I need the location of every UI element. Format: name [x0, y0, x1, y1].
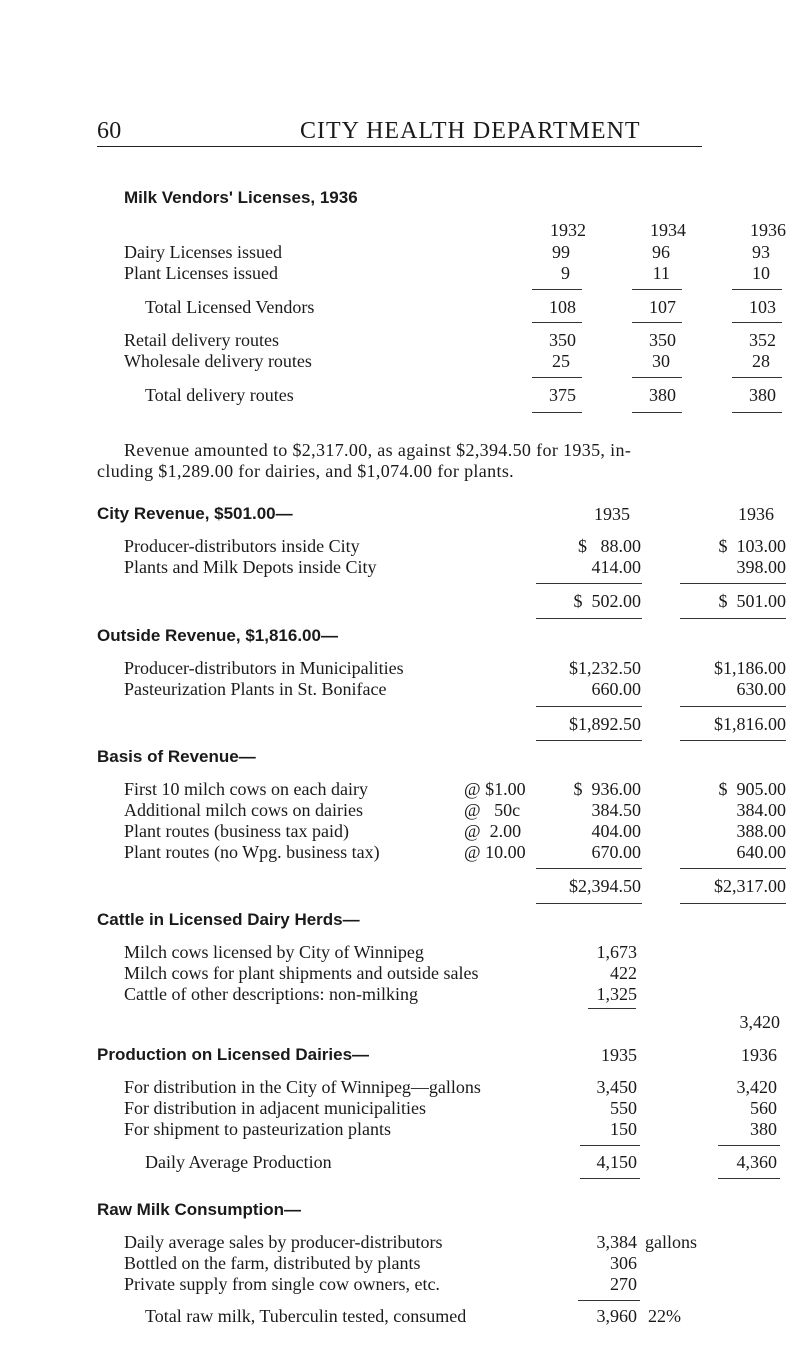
licenses-row-value: 350: [649, 330, 676, 350]
licenses-row-value: 9: [561, 263, 570, 283]
raw-milk-row-label: Bottled on the farm, distributed by plants: [124, 1253, 421, 1273]
licenses-total-value: 380: [749, 385, 776, 405]
licenses-row-value: 30: [652, 351, 670, 371]
raw-milk-row-value: 306: [610, 1253, 637, 1273]
sum-rule: [680, 583, 786, 584]
outside-revenue-total: $1,816.00: [714, 714, 786, 734]
basis-total: $2,317.00: [714, 876, 786, 896]
sum-rule: [580, 1145, 640, 1146]
sum-rule: [532, 377, 582, 378]
basis-row-value: 388.00: [736, 821, 786, 841]
basis-row-value: 384.50: [591, 800, 641, 820]
city-revenue-row-value: $ 103.00: [718, 536, 786, 556]
outside-revenue-title: Outside Revenue, $1,816.00—: [97, 626, 338, 645]
cattle-total: 3,420: [739, 1012, 780, 1032]
outside-revenue-total: $1,892.50: [569, 714, 641, 734]
licenses-row-label: Wholesale delivery routes: [124, 351, 312, 371]
licenses-total-value: 375: [549, 385, 576, 405]
sum-rule: [680, 868, 786, 869]
cattle-row-value: 422: [610, 963, 637, 983]
production-row-value: 560: [750, 1098, 777, 1118]
production-row-value: 380: [750, 1119, 777, 1139]
page-header-title: CITY HEALTH DEPARTMENT: [300, 118, 641, 144]
licenses-row-value: 96: [652, 242, 670, 262]
raw-milk-row-value: 270: [610, 1274, 637, 1294]
revenue-paragraph-line1: Revenue amounted to $2,317.00, as against $2,394.50 for 1935, in-: [124, 440, 632, 460]
licenses-row-value: 93: [752, 242, 770, 262]
sum-rule: [680, 740, 786, 741]
production-row-label: For distribution in adjacent municipalities: [124, 1098, 426, 1118]
outside-revenue-row-label: Pasteurization Plants in St. Boniface: [124, 679, 387, 699]
production-title: Production on Licensed Dairies—: [97, 1045, 370, 1064]
cattle-row-value: 1,673: [596, 942, 637, 962]
licenses-row-value: 350: [549, 330, 576, 350]
sum-rule: [578, 1300, 640, 1301]
production-row-value: 550: [610, 1098, 637, 1118]
city-revenue-row-value: 398.00: [736, 557, 786, 577]
basis-row-rate: @ 50c: [464, 800, 521, 820]
raw-milk-total-label: Total raw milk, Tuberculin tested, consumed: [145, 1306, 467, 1326]
basis-row-value: 404.00: [591, 821, 641, 841]
sum-rule: [536, 740, 642, 741]
production-total-label: Daily Average Production: [145, 1152, 332, 1172]
raw-milk-row-label: Daily average sales by producer-distributors: [124, 1232, 443, 1252]
basis-row-label: Plant routes (no Wpg. business tax): [124, 842, 380, 862]
licenses-row-label: Retail delivery routes: [124, 330, 279, 350]
city-revenue-total: $ 501.00: [718, 591, 786, 611]
city-revenue-year: 1935: [594, 504, 630, 524]
raw-milk-title: Raw Milk Consumption—: [97, 1200, 301, 1219]
basis-row-rate: @ 2.00: [464, 821, 522, 841]
city-revenue-year: 1936: [738, 504, 774, 524]
licenses-total-value: 108: [549, 297, 576, 317]
raw-milk-total: 3,960: [596, 1306, 637, 1326]
cattle-row-value: 1,325: [596, 984, 637, 1004]
production-year: 1936: [741, 1045, 777, 1065]
city-revenue-total: $ 502.00: [573, 591, 641, 611]
production-total: 4,360: [736, 1152, 777, 1172]
licenses-year-1934: 1934: [650, 220, 686, 240]
basis-row-rate: @ 10.00: [464, 842, 526, 862]
city-revenue-title: City Revenue, $501.00—: [97, 504, 293, 523]
sum-rule: [532, 322, 582, 323]
sum-rule: [532, 412, 582, 413]
sum-rule: [588, 1008, 636, 1009]
licenses-total-value: 107: [649, 297, 676, 317]
production-row-label: For distribution in the City of Winnipeg—gallons: [124, 1077, 481, 1097]
sum-rule: [732, 289, 782, 290]
city-revenue-row-label: Plants and Milk Depots inside City: [124, 557, 377, 577]
basis-row-value: 640.00: [736, 842, 786, 862]
basis-total: $2,394.50: [569, 876, 641, 896]
sum-rule: [632, 322, 682, 323]
licenses-row-value: 28: [752, 351, 770, 371]
cattle-row-label: Milch cows for plant shipments and outside sales: [124, 963, 479, 983]
cattle-row-label: Cattle of other descriptions: non-milking: [124, 984, 418, 1004]
outside-revenue-row-value: 630.00: [736, 679, 786, 699]
production-year: 1935: [601, 1045, 637, 1065]
sum-rule: [536, 868, 642, 869]
outside-revenue-row-value: $1,186.00: [714, 658, 786, 678]
licenses-row-label: Plant Licenses issued: [124, 263, 278, 283]
basis-row-label: First 10 milch cows on each dairy: [124, 779, 368, 799]
cattle-row-label: Milch cows licensed by City of Winnipeg: [124, 942, 424, 962]
basis-row-label: Plant routes (business tax paid): [124, 821, 349, 841]
raw-milk-row-label: Private supply from single cow owners, etc.: [124, 1274, 440, 1294]
production-row-label: For shipment to pasteurization plants: [124, 1119, 391, 1139]
sum-rule: [632, 412, 682, 413]
sum-rule: [680, 706, 786, 707]
sum-rule: [532, 289, 582, 290]
basis-row-value: 670.00: [591, 842, 641, 862]
licenses-year-1932: 1932: [550, 220, 586, 240]
raw-milk-unit: gallons: [645, 1232, 697, 1252]
sum-rule: [632, 289, 682, 290]
outside-revenue-row-label: Producer-distributors in Municipalities: [124, 658, 404, 678]
licenses-total-label: Total Licensed Vendors: [145, 297, 315, 317]
sum-rule: [732, 412, 782, 413]
city-revenue-row-value: $ 88.00: [578, 536, 641, 556]
sum-rule: [680, 903, 786, 904]
licenses-total-value: 103: [749, 297, 776, 317]
licenses-year-1936: 1936: [750, 220, 786, 240]
sum-rule: [536, 903, 642, 904]
sum-rule: [536, 706, 642, 707]
basis-row-value: $ 905.00: [718, 779, 786, 799]
licenses-row-value: 25: [552, 351, 570, 371]
basis-row-value: 384.00: [736, 800, 786, 820]
sum-rule: [732, 377, 782, 378]
basis-row-label: Additional milch cows on dairies: [124, 800, 363, 820]
sum-rule: [718, 1145, 780, 1146]
sum-rule: [680, 618, 786, 619]
cattle-title: Cattle in Licensed Dairy Herds—: [97, 910, 360, 929]
raw-milk-row-value: 3,384: [596, 1232, 637, 1252]
header-rule: [97, 146, 702, 147]
city-revenue-row-value: 414.00: [591, 557, 641, 577]
basis-row-rate: @ $1.00: [464, 779, 526, 799]
basis-row-value: $ 936.00: [573, 779, 641, 799]
licenses-total-value: 380: [649, 385, 676, 405]
sum-rule: [718, 1178, 780, 1179]
production-total: 4,150: [596, 1152, 637, 1172]
sum-rule: [536, 583, 642, 584]
licenses-row-value: 11: [652, 263, 670, 283]
licenses-title: Milk Vendors' Licenses, 1936: [124, 188, 358, 207]
basis-title: Basis of Revenue—: [97, 747, 256, 766]
production-row-value: 3,450: [596, 1077, 637, 1097]
outside-revenue-row-value: $1,232.50: [569, 658, 641, 678]
revenue-paragraph-line2: cluding $1,289.00 for dairies, and $1,074.00 for plants.: [97, 461, 515, 481]
licenses-row-value: 99: [552, 242, 570, 262]
licenses-row-value: 352: [749, 330, 776, 350]
city-revenue-row-label: Producer-distributors inside City: [124, 536, 360, 556]
production-row-value: 150: [610, 1119, 637, 1139]
sum-rule: [632, 377, 682, 378]
sum-rule: [732, 322, 782, 323]
licenses-row-label: Dairy Licenses issued: [124, 242, 282, 262]
sum-rule: [536, 618, 642, 619]
licenses-total-label: Total delivery routes: [145, 385, 294, 405]
raw-milk-percent: 22%: [648, 1306, 681, 1326]
outside-revenue-row-value: 660.00: [591, 679, 641, 699]
production-row-value: 3,420: [736, 1077, 777, 1097]
page-number: 60: [97, 118, 122, 144]
licenses-row-value: 10: [752, 263, 770, 283]
sum-rule: [580, 1178, 640, 1179]
